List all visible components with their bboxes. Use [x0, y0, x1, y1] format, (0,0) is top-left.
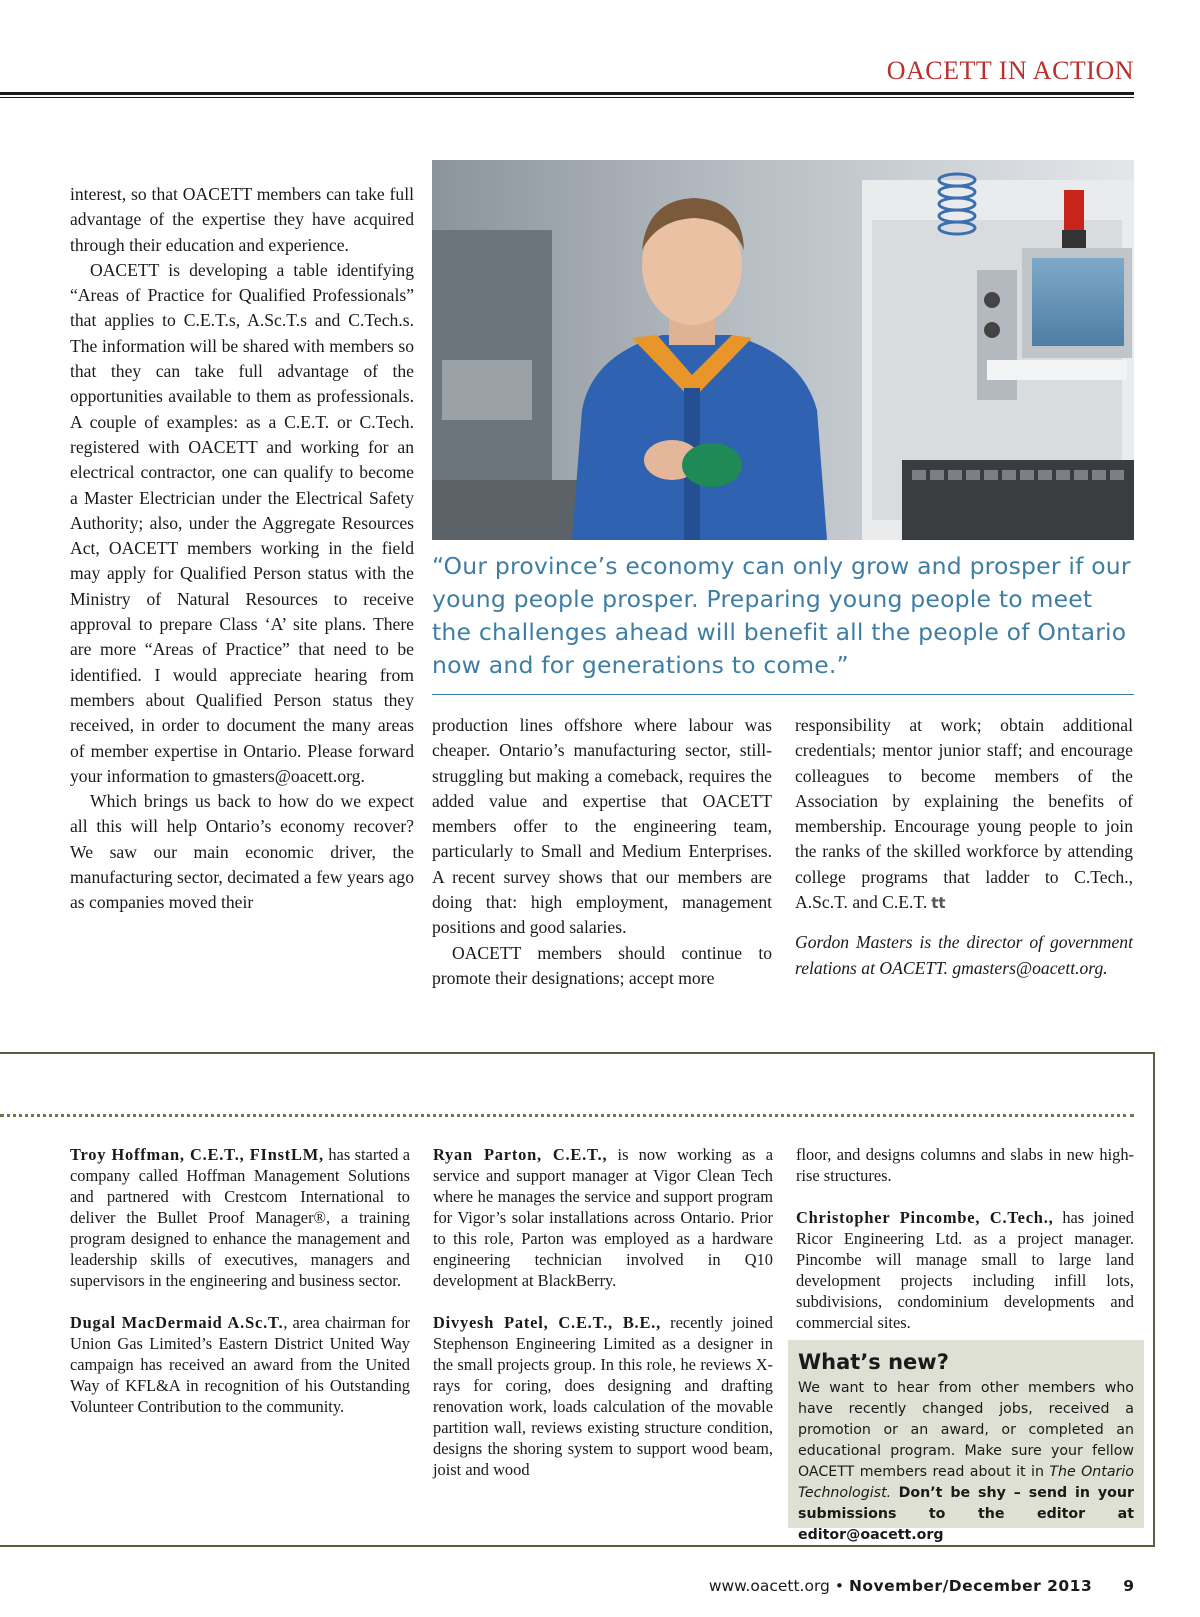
news-item-name: Divyesh Patel, C.E.T., B.E.,	[433, 1313, 661, 1332]
news-item-text: floor, and designs columns and slabs in new high-rise structures.	[796, 1145, 1134, 1185]
pull-quote: “Our province’s economy can only grow and prosper if our young people prosper. Preparing young people to meet the challenges ahead will benefit all the people of Ontario now and for generations to come.”	[432, 552, 1131, 679]
news-item	[70, 1312, 410, 1417]
article-column-1	[70, 182, 414, 916]
news-box-top-border	[0, 1052, 1155, 1054]
news-item-name: Ryan Parton, C.E.T.,	[433, 1145, 608, 1164]
whats-new-cta: Don’t be shy – send in your submissions to the editor at editor@oacett.org	[798, 1485, 1134, 1543]
article-paragraph: production lines offshore where labour was cheaper. Ontario’s manufacturing sector, still-struggling but making a comeback, requires the added value and expertise that OACETT members offer to the engineering team, particularly to Small and Medium Enterprises. A recent survey shows that our members are doing that: high employment, management positions and good salaries.	[432, 715, 772, 938]
section-title: OACETT IN ACTION	[886, 56, 1134, 85]
news-item	[433, 1144, 773, 1291]
article-paragraph: OACETT is developing a table identifying “Areas of Practice for Qualified Professionals” that applies to C.E.T.s, A.Sc.T.s and C.Tech.s. The information will be shared with members so that they can take full advantage of the opportunities available to them as professionals. A couple of examples: as a C.E.T. or C.Tech. registered with OACETT and working for an electrical contractor, one can qualify to become a Master Electrician under the Electrical Safety Authority; also, under the Aggregate Resources Act, OACETT members working in the field may apply for Qualified Person status with the Ministry of Natural Resources to receive approval to prepare Class ‘A’ site plans. There are more “Areas of Practice” that need to be identified. I would appreciate hearing from members about Qualified Person status they received, in order to document the many areas of member expertise in Ontario. Please forward your information to gmasters@oacett.org.	[70, 259, 414, 786]
whats-new-title: What’s new?	[798, 1350, 949, 1374]
article-paragraph: Which brings us back to how do we expect all this will help Ontario’s economy recover? We saw our main economic driver, the manufacturing sector, decimated a few years ago as companies moved their	[70, 791, 414, 913]
article-text: responsibility at work; obtain additional credentials; mentor junior staff; and encourage colleagues to become members of the Association by explaining the benefits of membership. Encourage young people to join the ranks of the skilled workforce by attending college programs that ladder to C.Tech., A.Sc.T. and C.E.T.	[795, 715, 1133, 913]
news-column-3	[796, 1144, 1134, 1354]
page-footer	[709, 1577, 1134, 1595]
footer-issue: November/December 2013	[848, 1577, 1093, 1595]
header-rule	[0, 92, 1134, 95]
author-byline: Gordon Masters is the director of government relations at OACETT. gmasters@oacett.org.	[795, 932, 1133, 978]
news-item	[796, 1207, 1134, 1333]
quote-rule	[432, 694, 1134, 695]
news-item-text: recently joined Stephenson Engineering Limited as a designer in the small projects group. In this role, he reviews X-rays for coring, does designing and drafting renovation work, loads calculation of the movable partition wall, reviews existing structure condition, designs the shoring system to support wood beam, joist and wood	[433, 1313, 773, 1479]
news-item-text: is now working as a service and support manager at Vigor Clean Tech where he manages the service and support program for Vigor’s solar installations across Ontario. Prior to this role, Parton was employed as a hardware engineering technician involved in Q10 development at BlackBerry.	[433, 1145, 773, 1290]
article-column-2	[432, 713, 772, 991]
article-paragraph	[795, 713, 1133, 916]
news-item-name: Dugal MacDermaid A.Sc.T.	[70, 1313, 284, 1332]
news-item-name: Troy Hoffman, C.E.T., FInstLM,	[70, 1145, 324, 1164]
page-number: 9	[1123, 1577, 1134, 1595]
news-item-text: has started a company called Hoffman Management Solutions and partnered with Crestcom International to deliver the Bullet Proof Manager®, a training program designed to enhance the management and leadership skills of executives, managers and supervisors in the engineering and business sector.	[70, 1145, 410, 1290]
news-item	[433, 1312, 773, 1480]
footer-separator: •	[834, 1577, 844, 1595]
end-mark-icon: tt	[931, 894, 946, 913]
article-paragraph: interest, so that OACETT members can take full advantage of the expertise they have acquired through their education and experience.	[70, 184, 414, 255]
dotted-divider	[0, 1114, 1134, 1117]
whats-new-text: We want to hear from other members who have recently changed jobs, received a promotion or an award, or completed an educational program. Make sure your fellow OACETT members read about it in	[798, 1380, 1134, 1480]
news-item	[70, 1144, 410, 1291]
news-item-text: has joined Ricor Engineering Ltd. as a project manager. Pincombe will manage small to large land development projects including infill lots, subdivisions, condominium developments and commercial sites.	[796, 1208, 1134, 1332]
article-paragraph: OACETT members should continue to promote their designations; accept more	[432, 942, 772, 988]
news-column-1	[70, 1144, 410, 1438]
header-rule-thin	[0, 97, 1134, 98]
news-item-text: , area chairman for Union Gas Limited’s Eastern District United Way campaign has received an award from the United Way of KFL&A in recognition of his Outstanding Volunteer Contribution to the community.	[70, 1313, 410, 1416]
news-item-name: Christopher Pincombe, C.Tech.,	[796, 1208, 1054, 1227]
news-box-right-border	[1153, 1052, 1155, 1546]
news-item	[796, 1144, 1134, 1186]
footer-site: www.oacett.org	[708, 1577, 830, 1595]
whats-new-panel	[788, 1340, 1144, 1543]
news-column-2	[433, 1144, 773, 1501]
article-column-3	[795, 713, 1133, 981]
publication-name: The Ontario Technologist.	[798, 1464, 1134, 1501]
whats-new-body	[798, 1378, 1134, 1546]
machinist-photo	[432, 160, 1134, 540]
